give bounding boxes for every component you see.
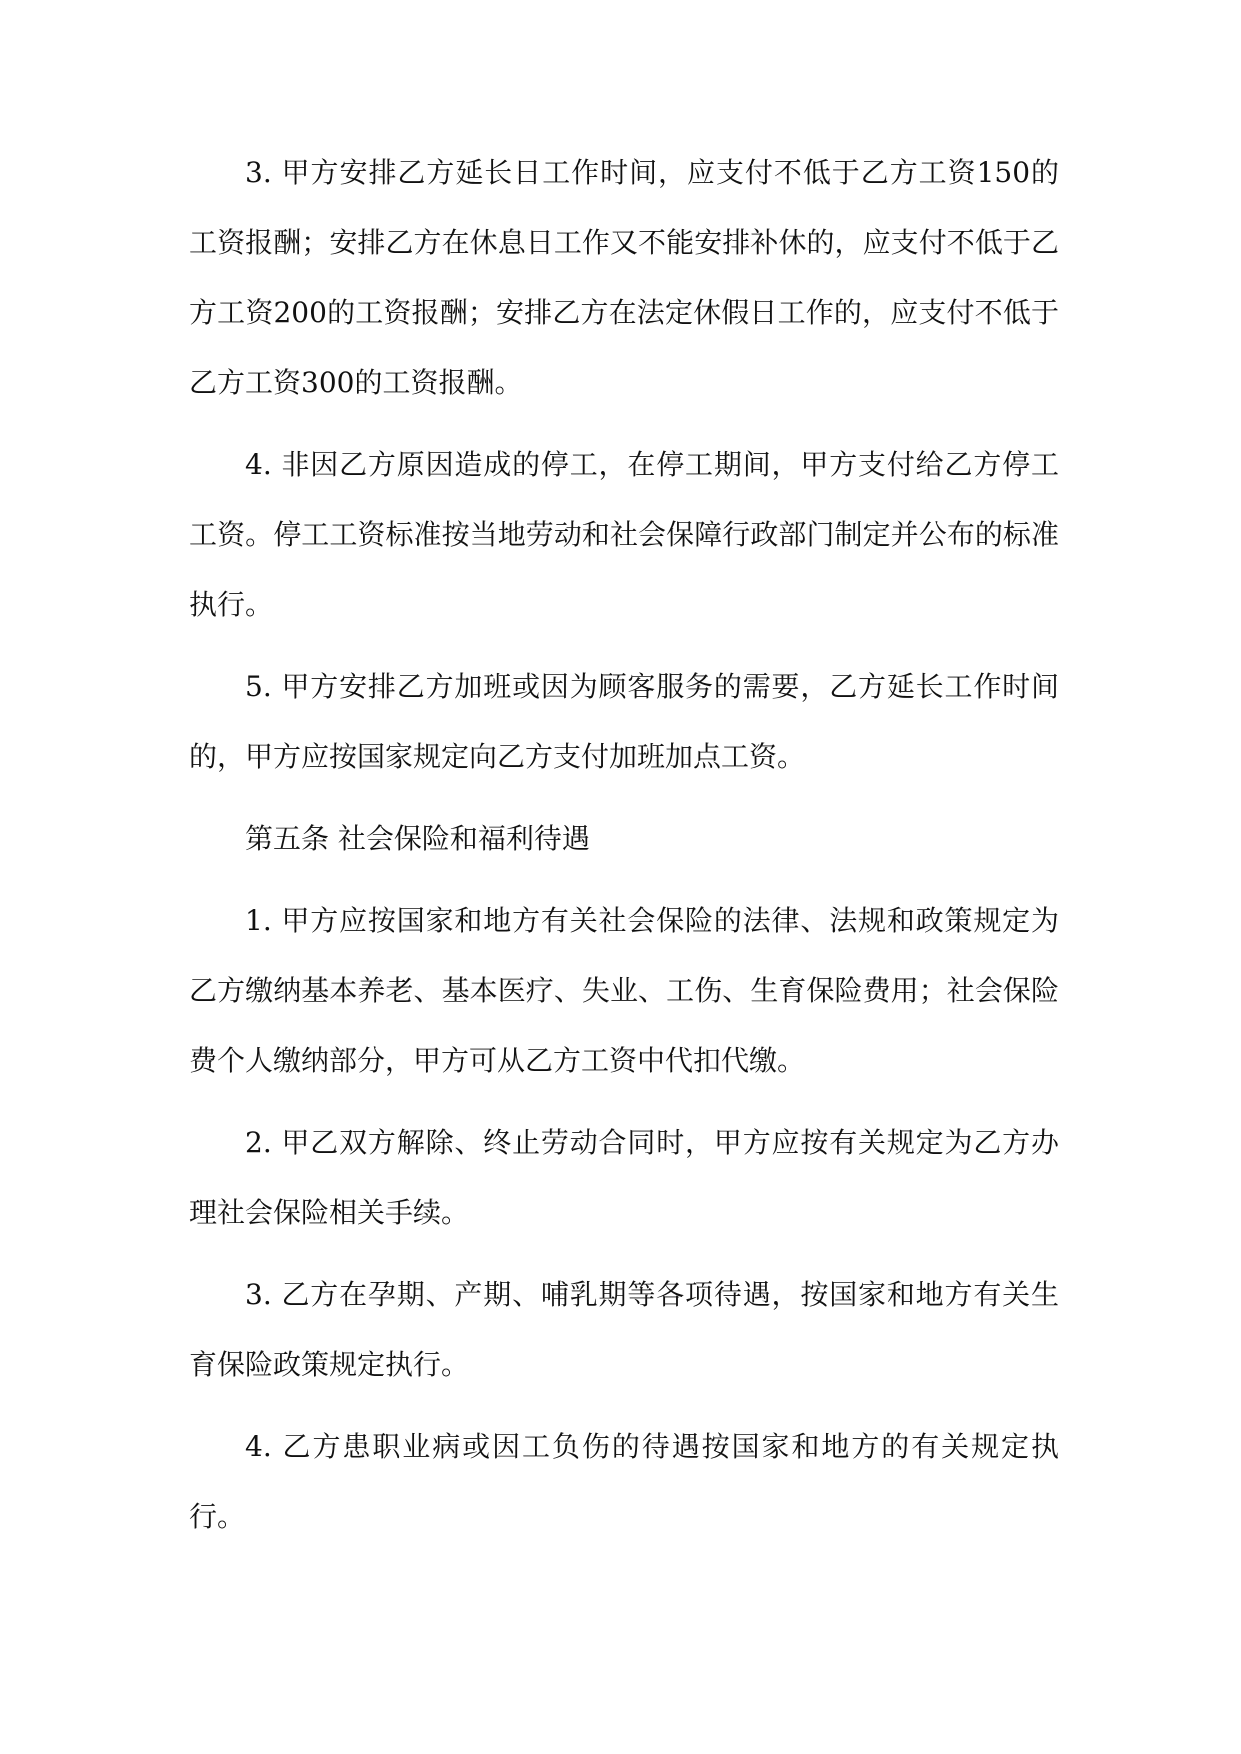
paragraph-work-stoppage: 4. 非因乙方原因造成的停工，在停工期间，甲方支付给乙方停工工资。停工工资标准按当地劳动和社会保障行政部门制定并公布的标准执行。: [189, 448, 1059, 621]
paragraph-contract-termination: 2. 甲乙双方解除、终止劳动合同时，甲方应按有关规定为乙方办理社会保险相关手续。: [189, 1126, 1059, 1229]
paragraph-occupational-injury: 4. 乙方患职业病或因工负伤的待遇按国家和地方的有关规定执行。: [189, 1430, 1059, 1533]
paragraph-extended-hours: 5. 甲方安排乙方加班或因为顾客服务的需要，乙方延长工作时间的，甲方应按国家规定向乙方支付加班加点工资。: [189, 670, 1059, 773]
document-page: [189, 138, 1059, 1552]
paragraph-social-insurance: 1. 甲方应按国家和地方有关社会保险的法律、法规和政策规定为乙方缴纳基本养老、基本医疗、失业、工伤、生育保险费用；社会保险费个人缴纳部分，甲方可从乙方工资中代扣代缴。: [189, 904, 1059, 1077]
section-heading-article-5: 第五条 社会保险和福利待遇: [245, 822, 590, 855]
paragraph-overtime-pay: 3. 甲方安排乙方延长日工作时间，应支付不低于乙方工资150的工资报酬；安排乙方在休息日工作又不能安排补休的，应支付不低于乙方工资200的工资报酬；安排乙方在法定休假日工作的，应支付不低于乙方工资300的工资报酬。: [189, 156, 1059, 399]
paragraph-maternity: 3. 乙方在孕期、产期、哺乳期等各项待遇，按国家和地方有关生育保险政策规定执行。: [189, 1278, 1059, 1381]
